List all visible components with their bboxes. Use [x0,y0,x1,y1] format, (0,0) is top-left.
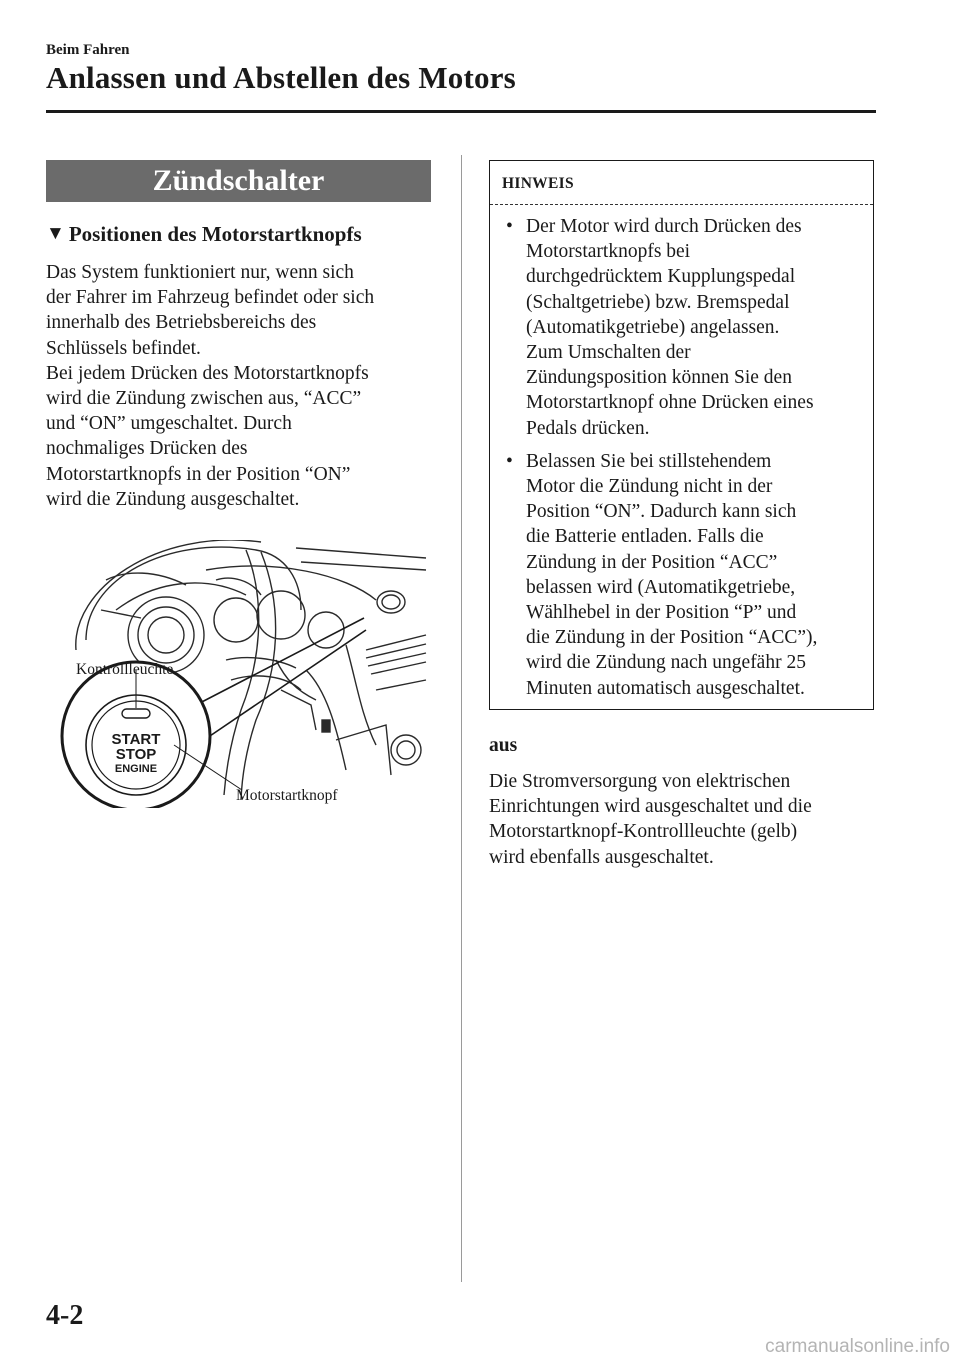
note-line: belassen wird (Automatikgetriebe, [526,576,796,598]
paragraph-line: Motorstartknopf-Kontrollleuchte (gelb) [489,821,798,843]
steering-wheel-outline [86,547,301,640]
chapter-label: Beim Fahren [46,42,130,58]
paragraph-line: Bei jedem Drücken des Motorstartknopfs [46,362,369,384]
bullet-icon: • [506,216,513,237]
note-line: Zum Umschalten der [526,342,691,364]
note-heading: HINWEIS [502,175,574,192]
paragraph-line: Schlüssels befindet. [46,337,201,359]
paragraph-line: Das System funktioniert nur, wenn sich [46,262,354,283]
column-divider [461,155,462,1282]
paragraph-line: Motorstartknopfs in der Position “ON” [46,463,351,485]
button-text-start: START [111,731,161,748]
section-title: Zündschalter [46,160,431,202]
paragraph-line: innerhalb des Betriebsbereichs des [46,312,317,334]
subheading [46,222,362,247]
note-line: Der Motor wird durch Drücken des [526,216,802,237]
term-title: aus [489,735,518,756]
paragraph-line: Einrichtungen wird ausgeschaltet und die [489,796,812,818]
note-line: Motorstartknopf ohne Drücken eines [526,392,814,414]
paragraph-line: wird die Zündung ausgeschaltet. [46,488,300,510]
note-line: Pedals drücken. [526,417,650,439]
button-text-engine: ENGINE [114,763,158,775]
note-line: Minuten automatisch ausgeschaltet. [526,677,805,699]
button-text-stop: STOP [115,746,157,763]
note-item [502,214,862,441]
term-paragraph [489,769,884,870]
note-line: wird die Zündung nach ungefähr 25 [526,652,806,674]
paragraph-line: Die Stromversorgung von elektrischen [489,771,791,792]
note-line: Zündungsposition können Sie den [526,367,792,389]
subheading-text: Positionen des Motorstartknopfs [68,222,362,246]
paragraph-line: wird ebenfalls ausgeschaltet. [489,846,714,868]
paragraph-line: und “ON” umgeschaltet. Durch [46,413,292,435]
note-line: Zündung in der Position “ACC” [526,551,778,573]
indicator-light-label: Kontrollleuchte [76,661,174,678]
page-title: Anlassen und Abstellen des Motors [46,60,516,95]
intro-paragraph [46,260,441,512]
bullet-icon: • [506,450,513,472]
dashboard-illustration [46,540,431,808]
note-box [489,160,874,710]
note-divider [490,204,873,206]
note-line: durchgedrücktem Kupplungspedal [526,266,796,288]
note-line: Position “ON”. Dadurch kann sich [526,501,797,523]
note-line: Motor die Zündung nicht in der [526,476,773,498]
paragraph-line: der Fahrer im Fahrzeug befindet oder sich [46,287,375,309]
note-line: (Schaltgetriebe) bzw. Bremspedal [526,291,790,313]
note-line: Motorstartknopfs bei [526,241,691,263]
page-number: 4-2 [46,1300,84,1331]
watermark: carmanualsonline.info [765,1336,950,1357]
header-divider [46,110,876,113]
note-list [502,214,862,709]
note-line: die Zündung in der Position “ACC”), [526,627,818,649]
start-button-label: Motorstartknopf [236,787,338,804]
note-line: Belassen Sie bei stillstehendem [526,450,772,472]
note-line: die Batterie entladen. Falls die [526,526,764,548]
triangle-down-icon: ▼ [46,222,65,244]
indicator-light-icon [122,709,150,718]
note-item [502,449,862,701]
note-line: Wählhebel in der Position “P” und [526,602,797,624]
note-line: (Automatikgetriebe) angelassen. [526,316,780,338]
paragraph-line: nochmaliges Drücken des [46,438,248,460]
paragraph-line: wird die Zündung zwischen aus, “ACC” [46,388,362,410]
